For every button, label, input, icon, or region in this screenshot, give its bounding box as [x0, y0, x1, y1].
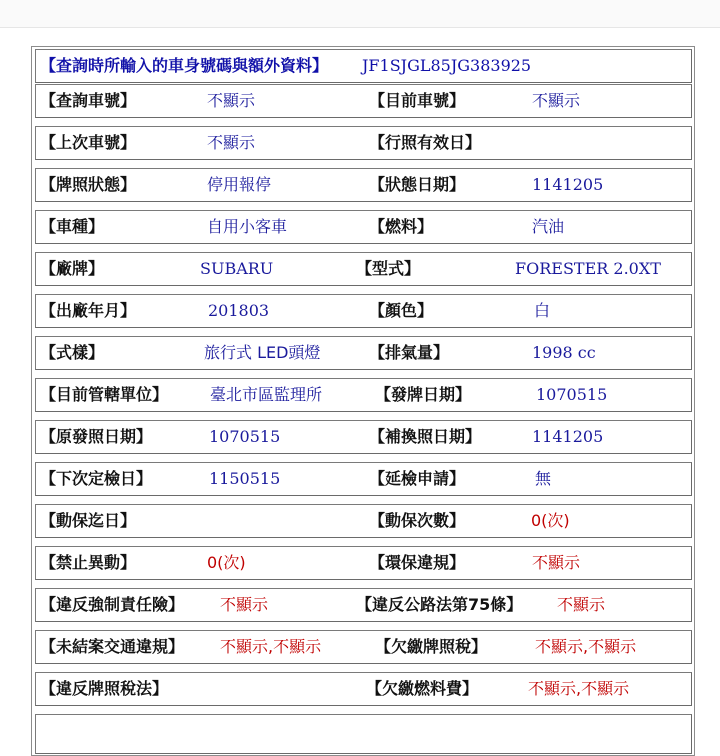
query-header-label: 【查詢時所輸入的車身號碼與額外資料】 — [40, 56, 329, 75]
jurisdiction-label: 【目前管轄單位】 — [40, 385, 169, 404]
unpaid-license-tax-value: 不顯示,不顯示 — [535, 637, 637, 656]
original-license-date-value: 1070515 — [209, 427, 281, 446]
info-row-license-dates — [35, 420, 692, 454]
security-count-label: 【動保次數】 — [369, 511, 466, 530]
query-plate-label: 【查詢車號】 — [40, 91, 137, 110]
insurance-violation-value: 不顯示 — [220, 595, 269, 614]
security-end-date-label: 【動保迄日】 — [40, 511, 137, 530]
browser-top-strip — [0, 0, 720, 28]
info-row-inspection — [35, 462, 692, 496]
unpaid-license-tax-label: 【欠繳牌照稅】 — [375, 637, 488, 656]
previous-plate-label: 【上次車號】 — [40, 133, 137, 152]
query-plate-value: 不顯示 — [207, 91, 256, 110]
next-inspection-label: 【下次定檢日】 — [40, 469, 153, 488]
jurisdiction-value: 臺北市區監理所 — [210, 385, 323, 404]
status-date-value: 1141205 — [532, 175, 604, 194]
original-license-date-label: 【原發照日期】 — [40, 427, 153, 446]
unpaid-fuel-fee-value: 不顯示,不顯示 — [528, 679, 630, 698]
license-expiry-label: 【行照有效日】 — [369, 133, 482, 152]
unpaid-fuel-fee-label: 【欠繳燃料費】 — [366, 679, 479, 698]
plate-issue-date-label: 【發牌日期】 — [375, 385, 472, 404]
highway-act-violation-value: 不顯示 — [557, 595, 606, 614]
reissue-date-label: 【補換照日期】 — [369, 427, 482, 446]
info-row-traffic-violations — [35, 630, 692, 664]
reissue-date-value: 1141205 — [532, 427, 604, 446]
transfer-ban-label: 【禁止異動】 — [40, 553, 137, 572]
inspection-extension-label: 【延檢申請】 — [369, 469, 466, 488]
info-row-style — [35, 336, 692, 370]
current-plate-label: 【目前車號】 — [369, 91, 466, 110]
info-row-vehicle-type — [35, 210, 692, 244]
manufacture-date-value: 201803 — [208, 301, 270, 320]
info-row-manufacture — [35, 294, 692, 328]
info-row-movable-security — [35, 504, 692, 538]
environmental-violation-label: 【環保違規】 — [369, 553, 466, 572]
displacement-label: 【排氣量】 — [369, 343, 450, 362]
color-value: 白 — [534, 301, 551, 320]
plate-status-label: 【牌照狀態】 — [40, 175, 137, 194]
info-row-plate — [35, 84, 692, 118]
next-inspection-value: 1150515 — [209, 469, 281, 488]
status-date-label: 【狀態日期】 — [369, 175, 466, 194]
previous-plate-value: 不顯示 — [207, 133, 256, 152]
pending-traffic-violation-label: 【未結案交通違規】 — [40, 637, 185, 656]
info-row-empty — [35, 714, 692, 754]
info-row-plate-status — [35, 168, 692, 202]
info-row-transfer-ban — [35, 546, 692, 580]
style-label: 【式樣】 — [40, 343, 105, 362]
color-label: 【顏色】 — [369, 301, 434, 320]
model-label: 【型式】 — [356, 259, 421, 278]
info-row-previous-plate — [35, 126, 692, 160]
license-tax-violation-label: 【違反牌照稅法】 — [40, 679, 169, 698]
model-value: FORESTER 2.0XT — [515, 259, 661, 278]
manufacture-date-label: 【出廠年月】 — [40, 301, 137, 320]
pending-traffic-violation-value: 不顯示,不顯示 — [220, 637, 322, 656]
plate-issue-date-value: 1070515 — [536, 385, 608, 404]
info-row-insurance — [35, 588, 692, 622]
plate-status-value: 停用報停 — [207, 175, 272, 194]
brand-label: 【廠牌】 — [40, 259, 105, 278]
style-value: 旅行式 LED頭燈 — [204, 343, 321, 362]
query-vin-value: JF1SJGL85JG383925 — [362, 56, 532, 75]
displacement-value: 1998 cc — [532, 343, 596, 362]
info-row-brand — [35, 252, 692, 286]
security-count-value: 0(次) — [531, 511, 570, 530]
query-header-row — [35, 49, 692, 83]
info-row-tax — [35, 672, 692, 706]
vehicle-type-label: 【車種】 — [40, 217, 105, 236]
vehicle-type-value: 自用小客車 — [207, 217, 288, 236]
brand-value: SUBARU — [200, 259, 274, 278]
transfer-ban-value: 0(次) — [207, 553, 246, 572]
highway-act-violation-label: 【違反公路法第75條】 — [356, 595, 523, 614]
inspection-extension-value: 無 — [535, 469, 552, 488]
fuel-label: 【燃料】 — [369, 217, 434, 236]
info-row-jurisdiction — [35, 378, 692, 412]
environmental-violation-value: 不顯示 — [532, 553, 581, 572]
insurance-violation-label: 【違反強制責任險】 — [40, 595, 185, 614]
fuel-value: 汽油 — [532, 217, 565, 236]
current-plate-value: 不顯示 — [532, 91, 581, 110]
